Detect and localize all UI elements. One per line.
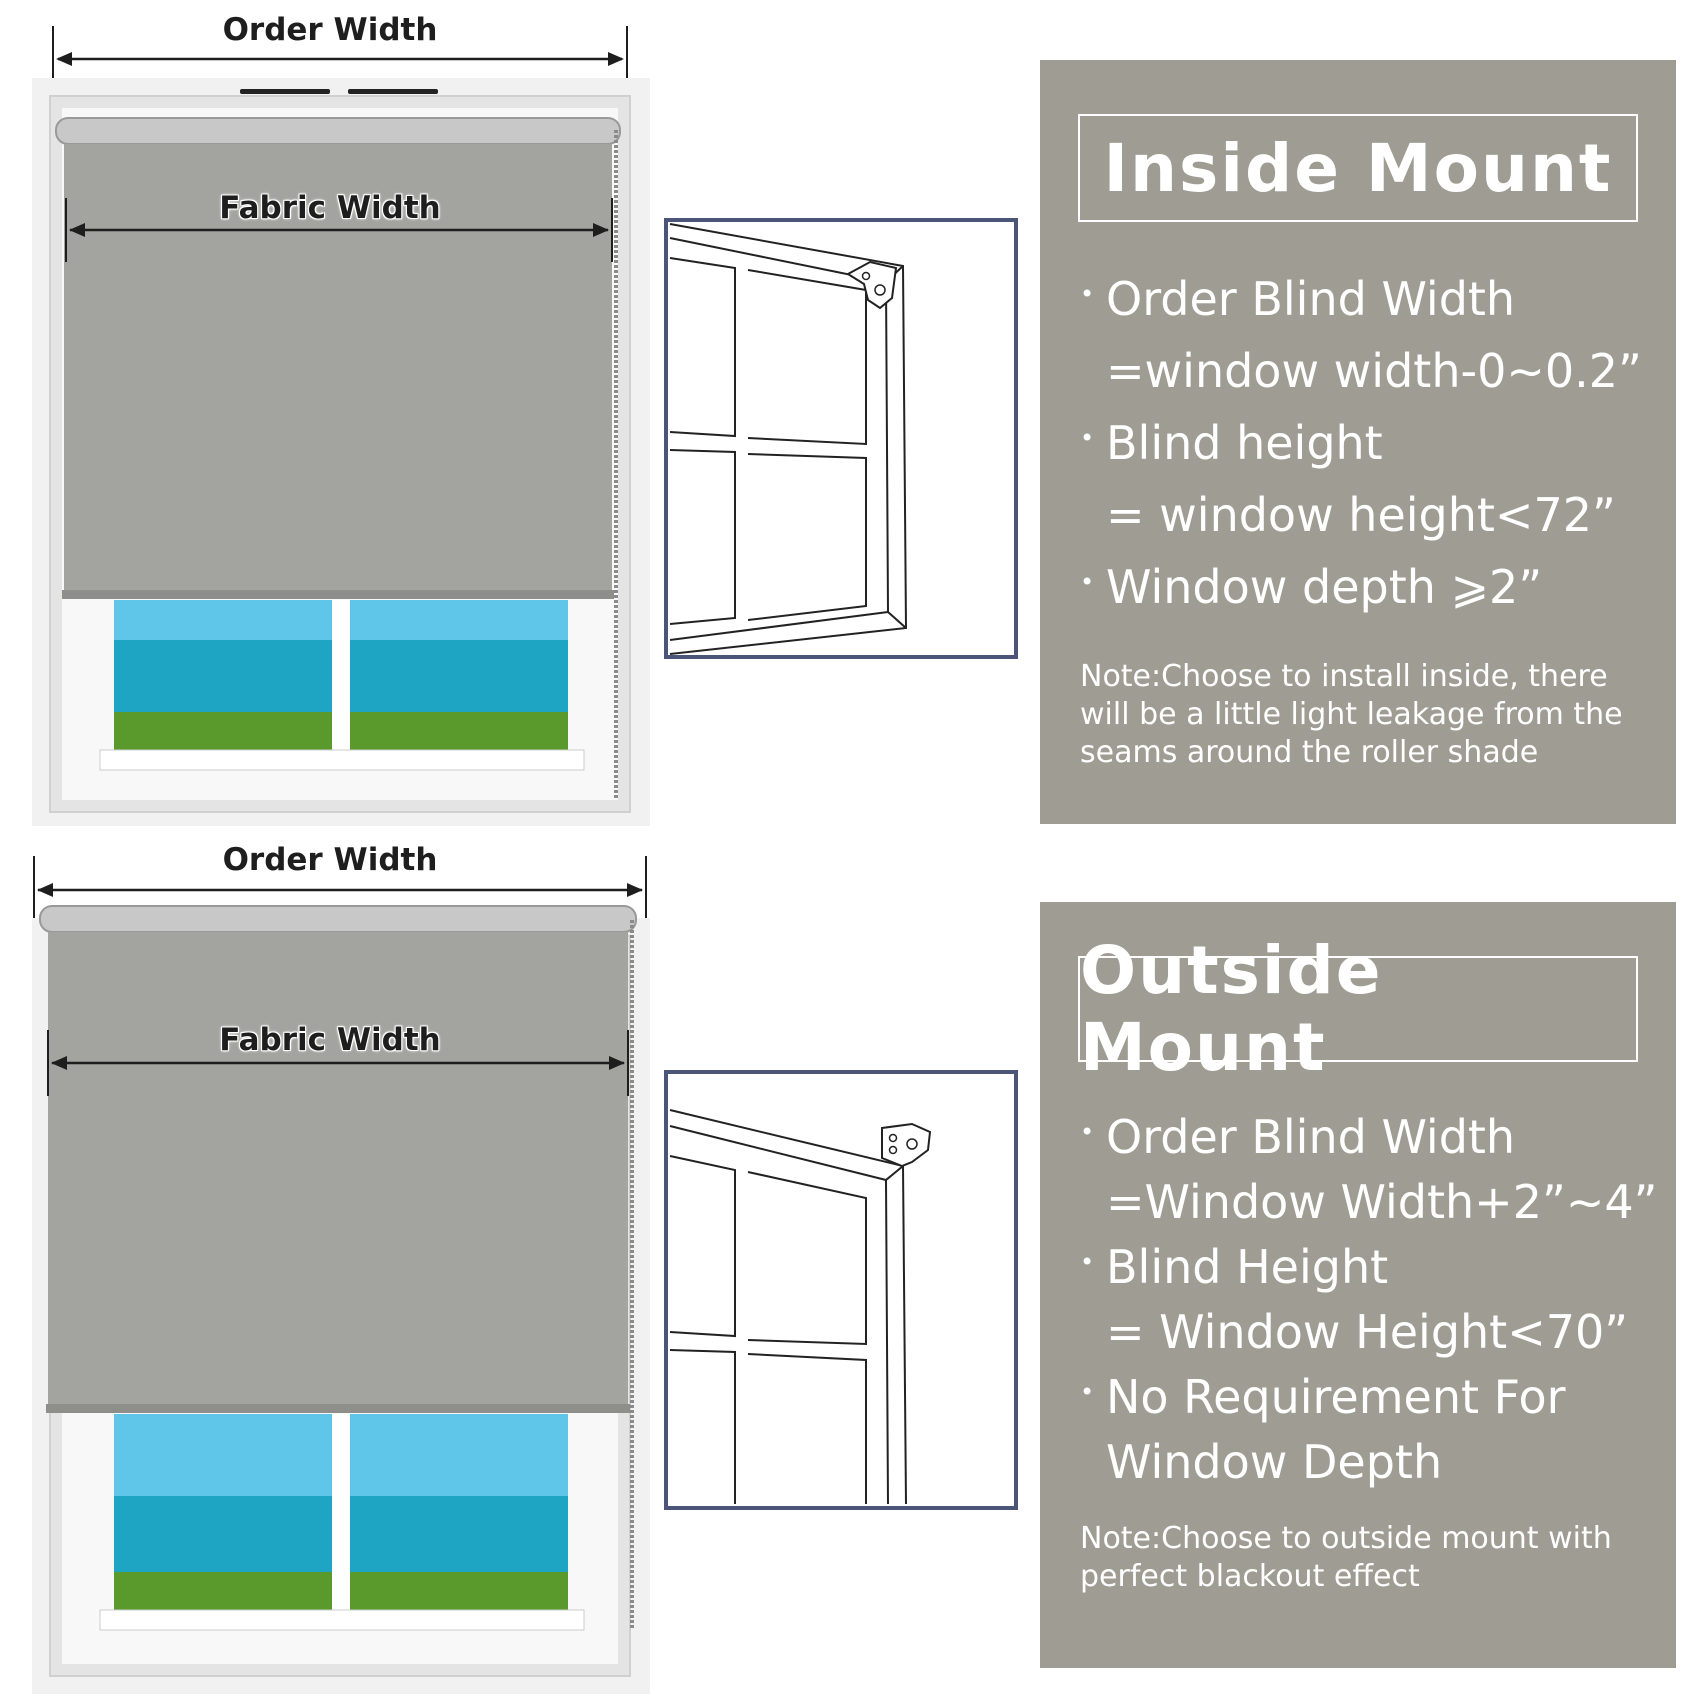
outside-mount-panel xyxy=(1040,902,1676,1668)
inside-note-line-1: Note:Choose to install inside, there xyxy=(1080,659,1608,694)
inside-note-line-2: will be a little light leakage from the xyxy=(1080,697,1623,732)
inside-note-line-3: seams around the roller shade xyxy=(1080,735,1539,770)
outside-fabric-width-label: Fabric Width xyxy=(219,1022,441,1058)
outside-order-width-label: Order Width xyxy=(222,842,438,878)
inside-line-2: =window width-0~0.2” xyxy=(1106,344,1642,398)
inside-line-5: • Window depth ⩾2” xyxy=(1106,560,1542,614)
outside-line-2: =Window Width+2”~4” xyxy=(1106,1175,1658,1229)
inside-mount-title: Inside Mount xyxy=(1078,114,1638,222)
outside-line-1: • Order Blind Width xyxy=(1106,1110,1515,1164)
inside-order-width-label: Order Width xyxy=(222,12,438,48)
outside-note-line-2: perfect blackout effect xyxy=(1080,1559,1420,1594)
inside-line-1: • Order Blind Width xyxy=(1106,272,1515,326)
outside-line-3: • Blind Height xyxy=(1106,1240,1388,1294)
inside-line-4: = window height<72” xyxy=(1106,488,1616,542)
outside-line-4: = Window Height<70” xyxy=(1106,1305,1629,1359)
inside-fabric-width-label: Fabric Width xyxy=(219,190,441,226)
inside-line-3: • Blind height xyxy=(1106,416,1383,470)
outside-mount-title: Outside Mount xyxy=(1078,956,1638,1062)
outside-note-line-1: Note:Choose to outside mount with xyxy=(1080,1521,1612,1556)
outside-note xyxy=(1080,1520,1670,1596)
outside-line-6: Window Depth xyxy=(1106,1435,1443,1489)
outside-line-5: • No Requirement For xyxy=(1106,1370,1566,1424)
